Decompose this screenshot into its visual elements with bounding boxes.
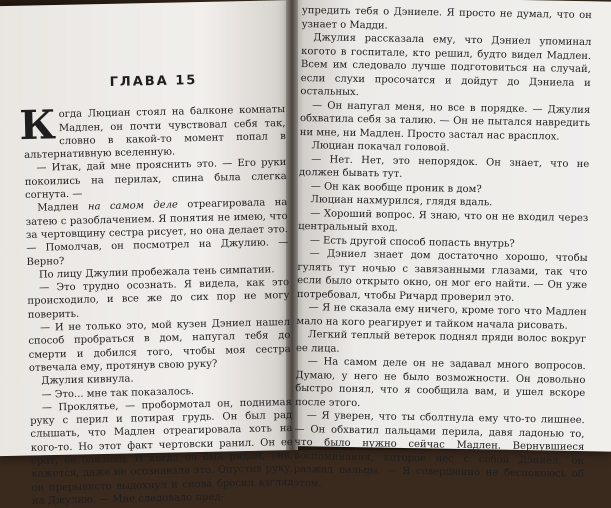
- paragraph: — Он как вообще проник в дом?: [310, 180, 482, 195]
- paragraph: Джулия рассказала ему, что Дэниел упоминал когото в госпитале, кто решил, будто видел Мадлен. Всем им следовало лучше подготовиться на случай, если слухи просочатся и дойдут до Дэниела и остальных.: [300, 32, 592, 99]
- paragraph: — Это трудно осознать. Я видела, как это происходило, и все же до сих пор не могу поверить.: [27, 277, 290, 321]
- paragraph: — Я уверен, что ты сболтнула ему что-то лишнее. — Он обхватил пальцами перила, давя ладонью то, что было нужно сейчас Мадлен. Вернувшиеся воспоминания, которое нес с собой Дэниел, он разжал пальцы. — Я совершенно не беспокоюсь об этом.: [293, 410, 585, 489]
- paragraph: — Итак, дай мне прояснить это. — Его руки покоились на перилах, спина была слегка согнута. —: [24, 157, 287, 202]
- left-page-text: [18, 54, 294, 508]
- paragraph: По лицу Джулии пробежала тень симпатии.: [38, 264, 275, 281]
- paragraph: — И не только это, мой кузен Дэниел нашел способ пробраться в дом, напугал тебя до смерти и добился того, чтобы моя сестра отвечала ему, протянув свою руку?: [28, 317, 291, 374]
- paragraph: Мадлен на самом деле отреагировала на затею с разоблачением. Я понятия не имею, что за чертовщину сестра рисует, но она делает это. — Помолчав, он посмотрел на Джулию. — Верно?: [25, 197, 289, 268]
- paragraph: Джулия кивнула.: [41, 373, 134, 387]
- paragraph: — Хороший вопрос. Я знаю, что он не входил через центральный вход.: [298, 207, 589, 234]
- paragraph: — Дэниел знает дом достаточно хорошо, чтобы гулять тут ночью с завязанными глазами, так что если было открыто окно, он мог его найти. — Он уже потребовал, чтобы Ричард проверил это.: [296, 248, 588, 304]
- paragraph: упредить тебя о Дэниеле. Я просто не думал, что он узнает о Мадди.: [301, 4, 592, 31]
- drop-cap: К: [18, 101, 57, 150]
- paragraph: — На самом деле он не задавал много вопросов. Думаю, у него не было возможности. Он довольно быстро понял, что я сообщила вам, и ушел вскоре после этого.: [294, 356, 586, 409]
- paragraph: — Я не сказала ему ничего, кроме того что Мадлен мало на кого реагирует и тайком начала рисовать.: [296, 302, 587, 332]
- emphasis: на самом деле: [87, 199, 179, 213]
- chapter-title: ГЛАВА 15: [109, 73, 198, 91]
- paragraph: — Есть другой способ попасть внутрь?: [309, 234, 515, 250]
- paragraph: Легкий теплый ветерок поднял пряди волос вокруг ее лица.: [295, 329, 587, 355]
- paragraph: — Проклятье, — пробормотал он, поднимая руку с перил и потирая грудь. Он был рад слышать, что Мадлен отреагировала хоть на кого-то. Но этот факт чертовски ранил. Он ее брат, ее близнец. И когда он был рядом, она, кажется, даже не осознавала это. Опустив руку, он прерывисто выдохнул и снова бросил взгляд на Джулию. — Мне следовало пред-: [30, 396, 294, 507]
- paragraph: — Нет. Нет, это непорядок. Он знает, что не должен бывать тут.: [298, 153, 590, 180]
- paragraph: — Это... мне так показалось.: [41, 385, 195, 401]
- paragraph: — Он напугал меня, но все в порядке. — Джулия обхватила себя за талию. — Он не пытался навредить ни мне, ни Мадлен. Просто застал нас врасплох.: [299, 99, 591, 143]
- paragraph: Люциан покачал головой.: [311, 140, 450, 154]
- right-page-text: [294, 4, 592, 495]
- paragraph: Когда Люциан стоял на балконе комнаты Мадлен, он почти чувствовал себя так, словно в какой-то момент попал в альтернативную вселенную.: [18, 101, 286, 162]
- paragraph: Люциан нахмурился, глядя вдаль.: [310, 194, 493, 209]
